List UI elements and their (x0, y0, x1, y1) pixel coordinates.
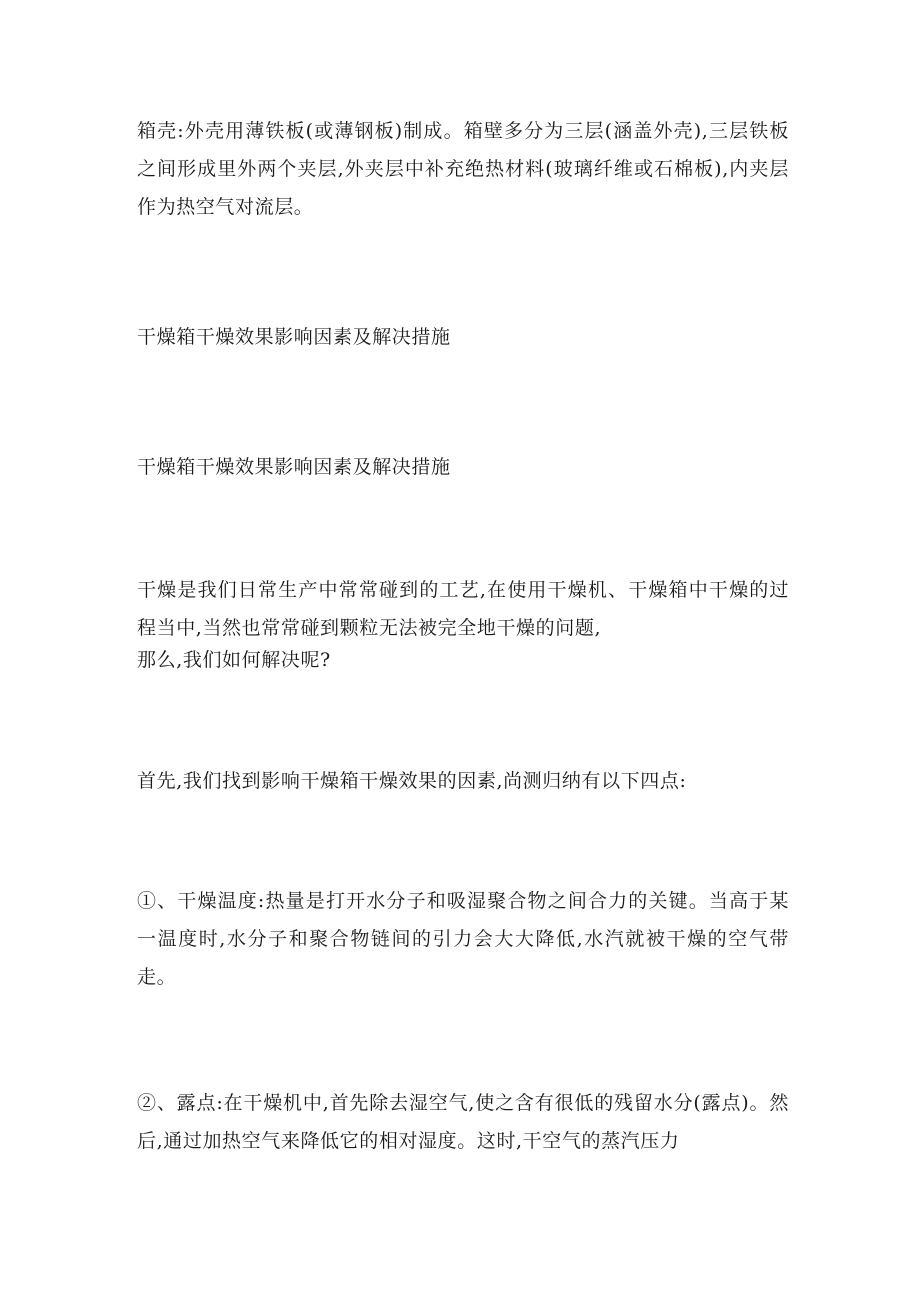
paragraph-factor-dew-point: ②、露点:在干燥机中,首先除去湿空气,使之含有很低的残留水分(露点)。然后,通过加热空气来降低它的相对湿度。这时,干空气的蒸汽压力 (137, 1092, 789, 1152)
paragraph-box-shell: 箱壳:外壳用薄铁板(或薄钢板)制成。箱壁多分为三层(涵盖外壳),三层铁板之间形成里外两个夹层,外夹层中补充绝热材料(玻璃纤维或石棉板),内夹层作为热空气对流层。 (137, 120, 789, 218)
paragraph-intro (137, 571, 789, 673)
section-heading: 干燥箱干燥效果影响因素及解决措施 (137, 326, 451, 348)
paragraph-factor-temperature: ①、干燥温度:热量是打开水分子和吸湿聚合物之间合力的关键。当高于某一温度时,水分子和聚合物链间的引力会大大降低,水汽就被干燥的空气带走。 (137, 890, 789, 988)
section-heading-repeat: 干燥箱干燥效果影响因素及解决措施 (137, 456, 451, 478)
paragraph-intro-main: 干燥是我们日常生产中常常碰到的工艺,在使用干燥机、干燥箱中干燥的过程当中,当然也常常碰到颗粒无法被完全地干燥的问题, (137, 579, 789, 639)
paragraph-factors-summary: 首先,我们找到影响干燥箱干燥效果的因素,尚测归纳有以下四点: (137, 770, 687, 792)
paragraph-intro-question: 那么,我们如何解决呢? (137, 649, 331, 671)
